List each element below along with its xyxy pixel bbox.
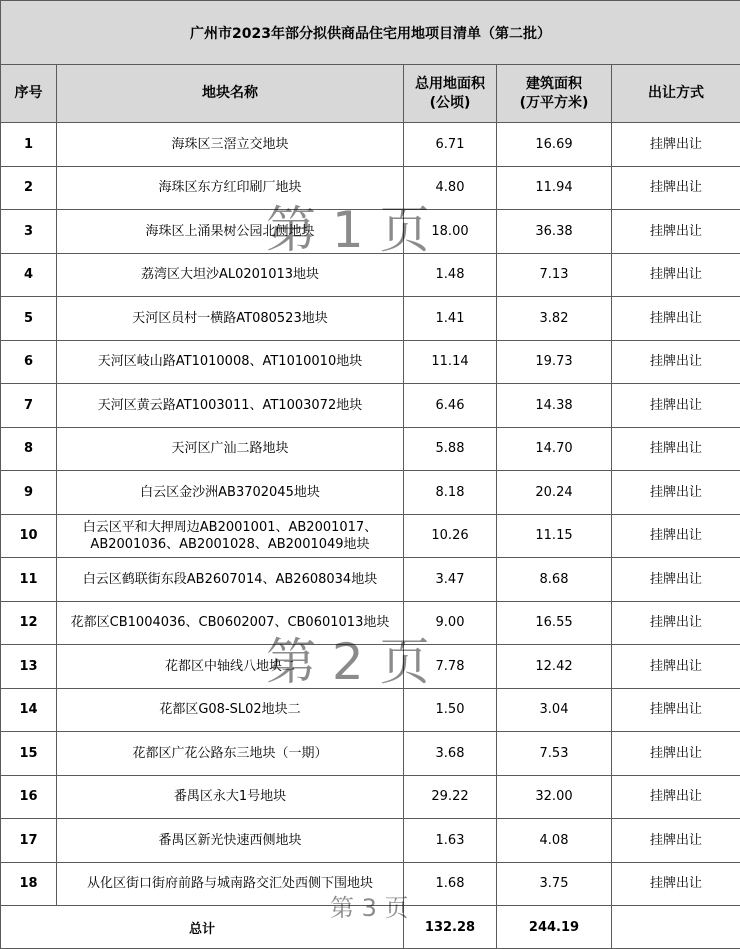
table-row: [1, 297, 740, 341]
row-method: 挂牌出让: [612, 688, 740, 732]
table-row: [1, 775, 740, 819]
row-method: 挂牌出让: [612, 384, 740, 428]
total-method: [612, 906, 740, 949]
row-area: 4.80: [404, 166, 497, 210]
row-area: 7.78: [404, 645, 497, 689]
plot-name-line: 天河区广汕二路地块: [171, 441, 289, 457]
table-row: [1, 558, 740, 602]
row-index: 17: [1, 819, 57, 863]
row-area: 10.26: [404, 514, 497, 558]
row-index: 18: [1, 862, 57, 906]
table-row: [1, 688, 740, 732]
plot-name-line: 花都区中轴线八地块二: [164, 658, 295, 674]
row-plot-name: [57, 384, 404, 428]
header-area-line1: 总用地面积: [415, 75, 485, 92]
row-index: 4: [1, 253, 57, 297]
row-build-area: 8.68: [497, 558, 612, 602]
row-index: 7: [1, 384, 57, 428]
table-row: [1, 862, 740, 906]
header-area: [404, 65, 497, 123]
plot-name-line: 番禺区永大1号地块: [173, 789, 287, 805]
row-area: 1.68: [404, 862, 497, 906]
row-area: 1.41: [404, 297, 497, 341]
table-row: [1, 645, 740, 689]
total-area: 132.28: [404, 906, 497, 949]
table-row: [1, 384, 740, 428]
plot-name-line: AB2001036、AB2001028、AB2001049地块: [90, 536, 370, 552]
row-plot-name: [57, 819, 404, 863]
row-plot-name: [57, 601, 404, 645]
plot-name-line: 花都区广花公路东三地块（一期）: [132, 745, 328, 761]
row-index: 14: [1, 688, 57, 732]
row-area: 1.48: [404, 253, 497, 297]
row-plot-name: [57, 210, 404, 254]
row-build-area: 4.08: [497, 819, 612, 863]
row-area: 18.00: [404, 210, 497, 254]
row-build-area: 19.73: [497, 340, 612, 384]
plot-name-line: 花都区G08-SL02地块二: [159, 702, 301, 718]
row-index: 2: [1, 166, 57, 210]
row-build-area: 3.75: [497, 862, 612, 906]
row-plot-name: [57, 862, 404, 906]
header-build-line1: 建筑面积: [526, 75, 582, 92]
row-plot-name: [57, 297, 404, 341]
plot-name-line: 天河区岐山路AT1010008、AT1010010地块: [97, 354, 363, 370]
plot-name-line: 白云区平和大押周边AB2001001、AB2001017、: [82, 519, 378, 535]
row-area: 1.50: [404, 688, 497, 732]
title-row: [1, 1, 740, 65]
row-method: 挂牌出让: [612, 819, 740, 863]
row-index: 12: [1, 601, 57, 645]
row-index: 15: [1, 732, 57, 776]
row-area: 29.22: [404, 775, 497, 819]
table-row: [1, 819, 740, 863]
row-method: 挂牌出让: [612, 514, 740, 558]
plot-name-line: 荔湾区大坦沙AL0201013地块: [140, 267, 320, 283]
total-row: [1, 906, 740, 949]
plot-name-line: 从化区街口街府前路与城南路交汇处西侧下围地块: [86, 876, 373, 892]
row-build-area: 3.82: [497, 297, 612, 341]
table-row: [1, 732, 740, 776]
header-index: 序号: [1, 65, 57, 123]
row-plot-name: [57, 471, 404, 515]
row-method: 挂牌出让: [612, 123, 740, 167]
row-method: 挂牌出让: [612, 427, 740, 471]
row-index: 10: [1, 514, 57, 558]
table-row: [1, 427, 740, 471]
row-plot-name: [57, 558, 404, 602]
row-method: 挂牌出让: [612, 166, 740, 210]
row-plot-name: [57, 514, 404, 558]
row-method: 挂牌出让: [612, 558, 740, 602]
row-build-area: 16.55: [497, 601, 612, 645]
header-build: [497, 65, 612, 123]
row-area: 3.47: [404, 558, 497, 602]
row-build-area: 20.24: [497, 471, 612, 515]
row-build-area: 12.42: [497, 645, 612, 689]
row-plot-name: [57, 688, 404, 732]
table-row: [1, 123, 740, 167]
row-method: 挂牌出让: [612, 732, 740, 776]
plot-name-line: 天河区员村一横路AT080523地块: [132, 310, 328, 326]
header-name: 地块名称: [57, 65, 404, 123]
row-area: 1.63: [404, 819, 497, 863]
plot-name-line: 白云区鹤联街东段AB2607014、AB2608034地块: [82, 571, 378, 587]
header-row: [1, 65, 740, 123]
plot-name-line: 花都区CB1004036、CB0602007、CB0601013地块: [70, 615, 390, 631]
row-area: 5.88: [404, 427, 497, 471]
row-index: 1: [1, 123, 57, 167]
row-build-area: 14.38: [497, 384, 612, 428]
total-label: 总计: [1, 906, 404, 949]
table-row: [1, 253, 740, 297]
page-watermark-3: 第 3 页: [330, 894, 409, 922]
row-index: 16: [1, 775, 57, 819]
table-row: [1, 166, 740, 210]
row-method: 挂牌出让: [612, 645, 740, 689]
row-method: 挂牌出让: [612, 340, 740, 384]
table-title: 广州市2023年部分拟供商品住宅用地项目清单（第二批）: [1, 1, 740, 65]
row-plot-name: [57, 123, 404, 167]
row-plot-name: [57, 427, 404, 471]
row-index: 8: [1, 427, 57, 471]
row-method: 挂牌出让: [612, 210, 740, 254]
row-plot-name: [57, 732, 404, 776]
row-index: 3: [1, 210, 57, 254]
row-build-area: 14.70: [497, 427, 612, 471]
row-area: 11.14: [404, 340, 497, 384]
header-area-line2: (公顷): [429, 94, 471, 111]
table-row: [1, 601, 740, 645]
header-method: 出让方式: [612, 65, 740, 123]
table-row: [1, 471, 740, 515]
row-index: 6: [1, 340, 57, 384]
row-area: 3.68: [404, 732, 497, 776]
row-method: 挂牌出让: [612, 471, 740, 515]
plot-name-line: 海珠区东方红印刷厂地块: [158, 180, 302, 196]
row-build-area: 11.94: [497, 166, 612, 210]
row-build-area: 7.13: [497, 253, 612, 297]
row-index: 13: [1, 645, 57, 689]
row-plot-name: [57, 253, 404, 297]
row-method: 挂牌出让: [612, 775, 740, 819]
row-plot-name: [57, 775, 404, 819]
total-build-area: 244.19: [497, 906, 612, 949]
page-watermark-1: 第 1 页: [266, 201, 430, 259]
plot-name-line: 海珠区上涌果树公园北侧地块: [145, 223, 315, 239]
page-watermark-2: 第 2 页: [266, 633, 430, 691]
row-area: 8.18: [404, 471, 497, 515]
row-plot-name: [57, 340, 404, 384]
row-build-area: 36.38: [497, 210, 612, 254]
row-method: 挂牌出让: [612, 253, 740, 297]
plot-name-line: 番禺区新光快速西侧地块: [158, 832, 302, 848]
row-index: 9: [1, 471, 57, 515]
row-build-area: 32.00: [497, 775, 612, 819]
row-area: 9.00: [404, 601, 497, 645]
row-index: 11: [1, 558, 57, 602]
plot-name-line: 海珠区三滘立交地块: [171, 136, 289, 152]
row-build-area: 3.04: [497, 688, 612, 732]
row-plot-name: [57, 166, 404, 210]
row-index: 5: [1, 297, 57, 341]
row-build-area: 16.69: [497, 123, 612, 167]
row-plot-name: [57, 645, 404, 689]
row-method: 挂牌出让: [612, 601, 740, 645]
plot-name-line: 天河区黄云路AT1003011、AT1003072地块: [97, 397, 363, 413]
plot-name-line: 白云区金沙洲AB3702045地块: [140, 484, 320, 500]
row-method: 挂牌出让: [612, 297, 740, 341]
table-row: [1, 340, 740, 384]
row-area: 6.46: [404, 384, 497, 428]
row-build-area: 7.53: [497, 732, 612, 776]
row-area: 6.71: [404, 123, 497, 167]
header-build-line2: (万平方米): [519, 94, 589, 111]
table-row: [1, 210, 740, 254]
row-build-area: 11.15: [497, 514, 612, 558]
row-method: 挂牌出让: [612, 862, 740, 906]
table-row: [1, 514, 740, 558]
